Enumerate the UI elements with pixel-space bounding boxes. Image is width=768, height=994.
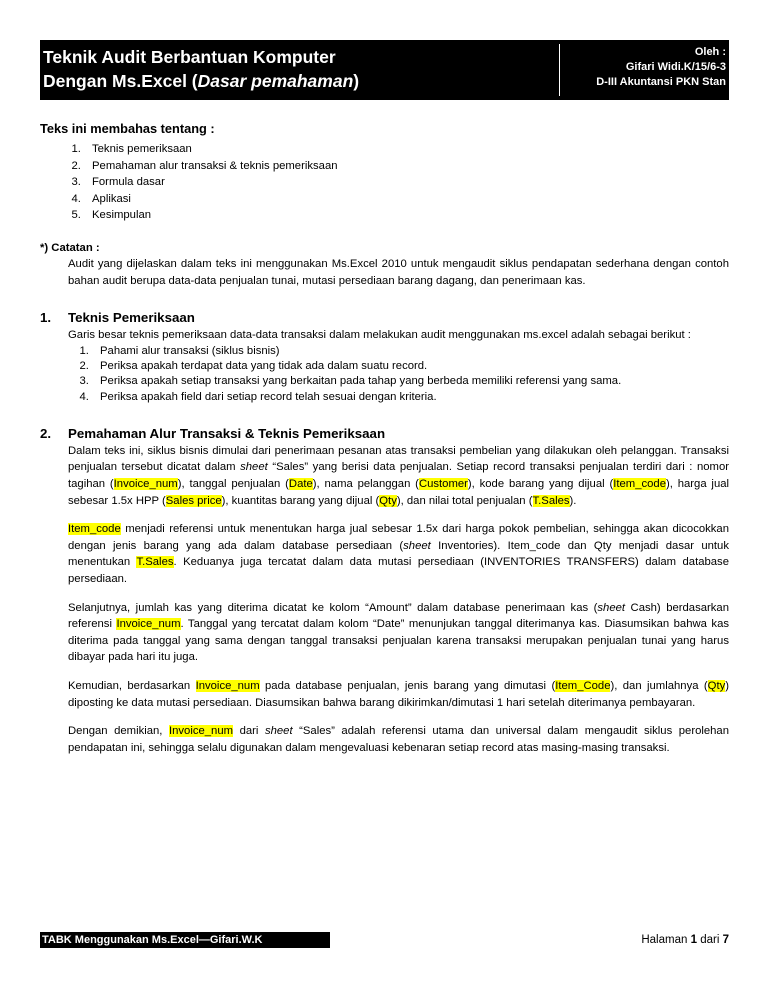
- list-item: 3. Formula dasar: [84, 174, 729, 191]
- note-text: Audit yang dijelaskan dalam teks ini menggunakan Ms.Excel 2010 untuk mengaudit siklus pendapatan sederhana dengan contoh bahan audit berupa data-data penjualan tunai, mutasi persediaan barang dagang, dan penerimaan kas.: [68, 258, 729, 287]
- title-line-1: Teknik Audit Berbantuan Komputer: [43, 47, 336, 67]
- list-item: 1. Pahami alur transaksi (siklus bisnis): [92, 344, 729, 359]
- intro-heading: Teks ini membahas tentang :: [40, 121, 215, 136]
- author-program: D-III Akuntansi PKN Stan: [596, 76, 726, 88]
- list-item: 5. Kesimpulan: [84, 207, 729, 224]
- highlight: T.Sales: [532, 494, 570, 507]
- list-item: 2. Periksa apakah terdapat data yang tidak ada dalam suatu record.: [92, 359, 729, 374]
- highlight: Sales price: [165, 494, 222, 507]
- footer-title: TABK Menggunakan Ms.Excel—Gifari.W.K: [40, 932, 330, 948]
- title-line-2: Dengan Ms.Excel (Dasar pemahaman): [43, 71, 360, 91]
- document-body: [40, 118, 729, 768]
- highlight: T.Sales: [136, 556, 174, 569]
- document-header: [40, 40, 729, 100]
- list-item: 2. Pemahaman alur transaksi & teknis pemeriksaan: [84, 158, 729, 175]
- section-2-title: 2. Pemahaman Alur Transaksi & Teknis Pemeriksaan: [40, 425, 386, 441]
- highlight: Invoice_num: [116, 618, 181, 631]
- section-1-intro: Garis besar teknis pemeriksaan data-data transaksi dalam melakukan audit menggunakan ms.excel adalah sebagai berikut :: [68, 329, 691, 342]
- highlight: Customer: [418, 477, 468, 490]
- paragraph: Dengan demikian, Invoice_num dari sheet “Sales” adalah referensi utama dan universal dalam mengaudit siklus perolehan pendapatan ini, sehingga selalu digunakan dalam mengevaluasi kebenaran setiap record atas masing-masing transaksi.: [68, 725, 730, 754]
- page-number: Halaman 1 dari 7: [641, 934, 729, 946]
- topics-list: [40, 141, 729, 224]
- paragraph: Item_code menjadi referensi untuk menentukan harga jual sebesar 1.5x dari harga pokok pembelian, sehingga akan dicocokkan dengan jenis barang yang ada dalam database persediaan (sheet Inventories). Item_code dan Qty menjadi dasar untuk menentukan T.Sales. Keduanya juga tercatat dalam data mutasi persediaan (INVENTORIES TRANSFERS) dalam database persediaan.: [68, 523, 729, 585]
- document-title: [43, 45, 359, 93]
- highlight: Item_code: [613, 477, 666, 490]
- section-1-title: 1. Teknis Pemeriksaan: [40, 310, 195, 326]
- list-item: 4. Periksa apakah field dari setiap record telah sesuai dengan kriteria.: [92, 390, 729, 405]
- note-title: *) Catatan :: [40, 241, 100, 254]
- paragraph: Dalam teks ini, siklus bisnis dimulai dari penerimaan pesanan atas transaksi pembelian yang dilakukan oleh pelanggan. Transaksi penjualan tersebut dicatat dalam sheet “Sales” yang berisi data penjualan. Setiap record transaksi penjualan terdiri dari : nomor tagihan (Invoice_num), tanggal penjualan (Date), nama pelanggan (Customer), kode barang yang dijual (Item_code), harga jual sebesar 1.5x HPP (Sales price), kuantitas barang yang dijual (Qty), dan nilai total penjualan (T.Sales).: [68, 444, 730, 507]
- highlight: Qty: [379, 494, 397, 507]
- author-label: Oleh :: [694, 46, 726, 58]
- header-divider: [559, 44, 560, 96]
- highlight: Invoice_num: [168, 725, 234, 738]
- list-item: 3. Periksa apakah setiap transaksi yang berkaitan pada tahap yang berbeda memiliki referensi yang sama.: [92, 374, 729, 389]
- highlight: Qty: [707, 679, 726, 692]
- author-block: [596, 45, 726, 90]
- highlight: Date: [288, 477, 313, 490]
- steps-list: [40, 344, 729, 405]
- paragraph: Kemudian, berdasarkan Invoice_num pada database penjualan, jenis barang yang dimutasi (Item_Code), dan jumlahnya (Qty) diposting ke data mutasi persediaan. Diasumsikan bahwa barang dikirimkan/dimutasi 1 hari setelah diterimanya pembayaran.: [68, 679, 729, 709]
- author-name: Gifari Widi.K/15/6-3: [625, 61, 726, 73]
- list-item: 1. Teknis pemeriksaan: [84, 141, 729, 158]
- highlight: Invoice_num: [113, 477, 178, 490]
- list-item: 4. Aplikasi: [84, 191, 729, 208]
- highlight: Invoice_num: [195, 679, 260, 692]
- paragraph: Selanjutnya, jumlah kas yang diterima dicatat ke kolom “Amount” dalam database penerimaan kas (sheet Cash) berdasarkan referensi Invoice_num. Tanggal yang tercatat dalam kolom “Date” menunjukan tanggal diterimanya kas. Diasumsikan bahwa kas diterima pada tanggal yang sama dengan tanggal transaksi penjualan karena transaksi merupakan penjualan tunai yang harus dibayar pada hari itu juga.: [68, 601, 730, 664]
- highlight: Item_Code: [555, 679, 611, 692]
- highlight: Item_code: [68, 523, 121, 536]
